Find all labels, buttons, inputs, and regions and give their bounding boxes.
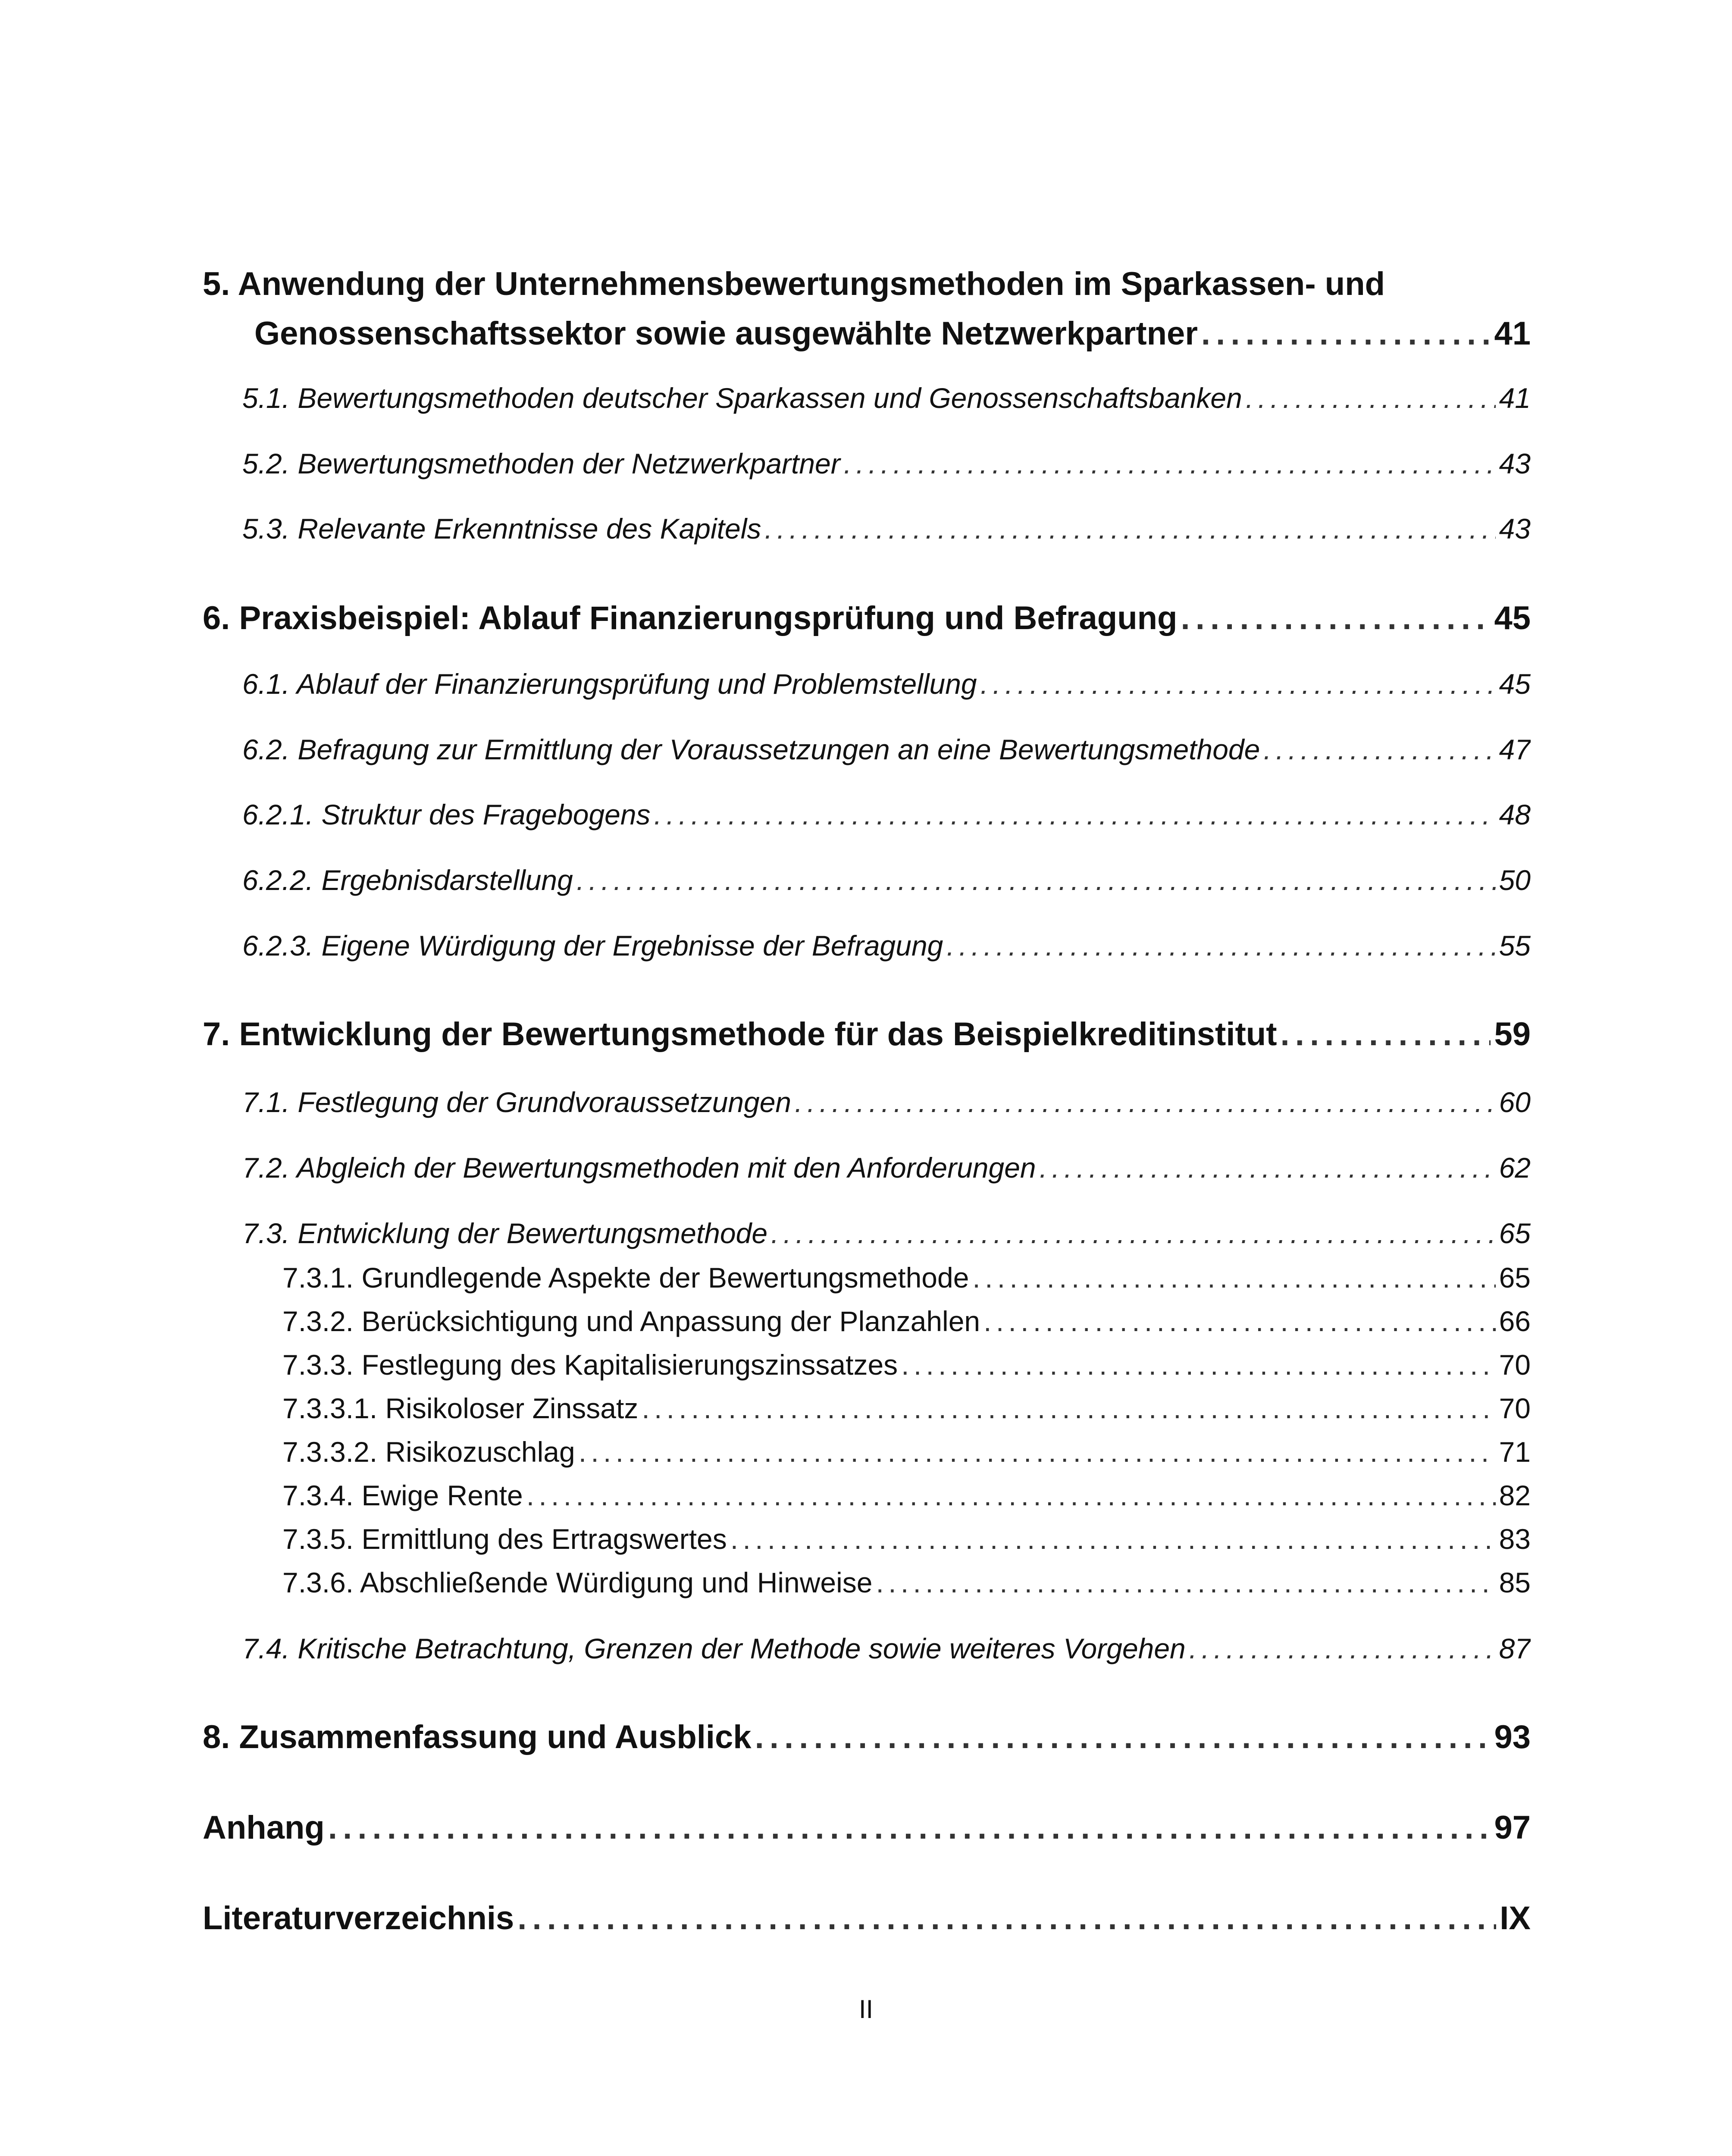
table-of-contents bbox=[203, 0, 1531, 2027]
dot-leader bbox=[1189, 1632, 1496, 1665]
dot-leader bbox=[755, 1718, 1491, 1756]
toc-entry-label: 7.4. Kritische Betrachtung, Grenzen der Methode sowie weiteres Vorgehen bbox=[242, 1633, 1186, 1664]
toc-page-number: 65 bbox=[1499, 1217, 1531, 1249]
toc-page-number: 41 bbox=[1499, 382, 1531, 414]
toc-entry-label: 7.3.1. Grundlegende Aspekte der Bewertungsmethode bbox=[282, 1262, 969, 1294]
toc-page-number: 43 bbox=[1499, 448, 1531, 479]
toc-page-number: 55 bbox=[1499, 930, 1531, 962]
toc-entry-label: 7.3.3.2. Risikozuschlag bbox=[282, 1436, 575, 1468]
toc-entry-label: 6.2.3. Eigene Würdigung der Ergebnisse der Befragung bbox=[242, 930, 943, 962]
toc-chapter-entry[interactable] bbox=[203, 599, 1531, 637]
dot-leader bbox=[1201, 315, 1491, 352]
toc-chapter-entry[interactable] bbox=[203, 1015, 1531, 1053]
toc-entry-label: 7.3.5. Ermittlung des Ertragswertes bbox=[282, 1523, 727, 1555]
toc-entry-label: Literaturverzeichnis bbox=[203, 1900, 514, 1937]
toc-page-number: 83 bbox=[1499, 1523, 1531, 1555]
dot-leader bbox=[579, 1435, 1496, 1468]
dot-leader bbox=[1040, 1151, 1496, 1184]
toc-subsection-entry[interactable] bbox=[282, 1261, 1531, 1294]
toc-page-number: 71 bbox=[1499, 1436, 1531, 1468]
toc-entry-label: 7.2. Abgleich der Bewertungsmethoden mit den Anforderungen bbox=[242, 1152, 1036, 1184]
toc-entry-label: 7.3.4. Ewige Rente bbox=[282, 1479, 523, 1511]
toc-entry-label: 5. Anwendung der Unternehmensbewertungsmethoden im Sparkassen- und bbox=[203, 266, 1385, 302]
toc-entry-label: 7.3.2. Berücksichtigung und Anpassung der Planzahlen bbox=[282, 1305, 980, 1337]
toc-entry-label: 5.2. Bewertungsmethoden der Netzwerkpartner bbox=[242, 448, 840, 479]
toc-chapter-entry[interactable] bbox=[203, 1718, 1531, 1756]
toc-page-number: 48 bbox=[1499, 799, 1531, 830]
dot-leader bbox=[576, 864, 1496, 896]
toc-entry-label: 5.3. Relevante Erkenntnisse des Kapitels bbox=[242, 513, 761, 545]
toc-section-entry[interactable] bbox=[242, 929, 1531, 962]
toc-page-number: 97 bbox=[1494, 1809, 1531, 1846]
toc-page-number: 66 bbox=[1499, 1305, 1531, 1337]
dot-leader bbox=[517, 1899, 1496, 1937]
toc-subsection-entry[interactable] bbox=[282, 1348, 1531, 1381]
dot-leader bbox=[642, 1392, 1495, 1425]
dot-leader bbox=[795, 1086, 1495, 1119]
toc-entry-label: 6.2.1. Struktur des Fragebogens bbox=[242, 799, 651, 830]
dot-leader bbox=[876, 1566, 1496, 1599]
toc-subsection-entry[interactable] bbox=[282, 1435, 1531, 1468]
toc-section-entry[interactable] bbox=[242, 733, 1531, 766]
toc-subsection-entry[interactable] bbox=[282, 1305, 1531, 1338]
dot-leader bbox=[771, 1217, 1496, 1250]
toc-subsection-entry[interactable] bbox=[282, 1523, 1531, 1555]
dot-leader bbox=[901, 1348, 1495, 1381]
toc-entry-label: Genossenschaftssektor sowie ausgewählte Netzwerkpartner bbox=[254, 315, 1198, 352]
dot-leader bbox=[980, 667, 1496, 700]
toc-entry-label: 6.1. Ablauf der Finanzierungsprüfung und Problemstellung bbox=[242, 668, 977, 700]
toc-page-number: 50 bbox=[1499, 864, 1531, 896]
toc-entry-label: 5.1. Bewertungsmethoden deutscher Sparkassen und Genossenschaftsbanken bbox=[242, 382, 1242, 414]
toc-page-number: 45 bbox=[1494, 600, 1531, 636]
toc-entry-label: 6.2. Befragung zur Ermittlung der Voraussetzungen an eine Bewertungsmethode bbox=[242, 733, 1260, 765]
toc-section-entry[interactable] bbox=[242, 1151, 1531, 1184]
toc-page-number: 82 bbox=[1499, 1479, 1531, 1511]
toc-entry-label: 7.1. Festlegung der Grundvoraussetzungen bbox=[242, 1086, 792, 1118]
dot-leader bbox=[328, 1809, 1491, 1846]
toc-page-number: 45 bbox=[1499, 668, 1531, 700]
toc-page-number: 70 bbox=[1499, 1349, 1531, 1381]
toc-page-number: 87 bbox=[1499, 1633, 1531, 1664]
toc-section-entry[interactable] bbox=[242, 1086, 1531, 1119]
toc-subsection-entry[interactable] bbox=[282, 1566, 1531, 1599]
dot-leader bbox=[946, 929, 1495, 962]
toc-page-number: IX bbox=[1500, 1900, 1531, 1937]
toc-section-entry[interactable] bbox=[242, 1632, 1531, 1665]
dot-leader bbox=[1246, 382, 1496, 414]
dot-leader bbox=[526, 1479, 1496, 1512]
dot-leader bbox=[764, 512, 1495, 545]
toc-entry-label: 8. Zusammenfassung und Ausblick bbox=[203, 1719, 752, 1755]
toc-page-number: 41 bbox=[1494, 315, 1531, 352]
dot-leader bbox=[972, 1261, 1495, 1294]
toc-page-number: 62 bbox=[1499, 1152, 1531, 1184]
dot-leader bbox=[1263, 733, 1495, 766]
page-number: II bbox=[858, 1995, 874, 2024]
toc-chapter-entry[interactable] bbox=[203, 1899, 1531, 1937]
dot-leader bbox=[844, 447, 1496, 480]
toc-entry-label: 7.3.3.1. Risikoloser Zinssatz bbox=[282, 1392, 639, 1424]
toc-entry-label: Anhang bbox=[203, 1809, 325, 1846]
toc-page-number: 47 bbox=[1499, 733, 1531, 765]
toc-chapter-entry[interactable] bbox=[203, 1809, 1531, 1846]
toc-page-number: 43 bbox=[1499, 513, 1531, 545]
toc-subsection-entry[interactable] bbox=[282, 1392, 1531, 1425]
toc-section-entry[interactable] bbox=[242, 382, 1531, 414]
toc-page-number: 85 bbox=[1499, 1567, 1531, 1598]
toc-entry-label: 7.3.3. Festlegung des Kapitalisierungszinssatzes bbox=[282, 1349, 898, 1381]
toc-entry-label: 7.3. Entwicklung der Bewertungsmethode bbox=[242, 1217, 768, 1249]
dot-leader bbox=[983, 1305, 1495, 1338]
dot-leader bbox=[654, 798, 1496, 831]
toc-entry-label: 6.2.2. Ergebnisdarstellung bbox=[242, 864, 573, 896]
toc-section-entry[interactable] bbox=[242, 864, 1531, 896]
toc-page-number: 70 bbox=[1499, 1392, 1531, 1424]
dot-leader bbox=[1281, 1015, 1491, 1053]
dot-leader bbox=[1181, 599, 1491, 637]
toc-section-entry[interactable] bbox=[242, 667, 1531, 700]
toc-chapter-heading-line1 bbox=[203, 265, 1531, 303]
toc-entry-label: 7.3.6. Abschließende Würdigung und Hinweise bbox=[282, 1567, 873, 1598]
toc-entry-label: 7. Entwicklung der Bewertungsmethode für das Beispielkreditinstitut bbox=[203, 1016, 1277, 1053]
toc-section-entry[interactable] bbox=[242, 512, 1531, 545]
toc-page-number: 60 bbox=[1499, 1086, 1531, 1118]
dot-leader bbox=[730, 1523, 1496, 1555]
toc-page-number: 65 bbox=[1499, 1262, 1531, 1294]
toc-chapter-entry[interactable] bbox=[254, 315, 1531, 352]
toc-subsection-entry[interactable] bbox=[282, 1479, 1531, 1512]
toc-section-entry[interactable] bbox=[242, 447, 1531, 480]
toc-section-entry[interactable] bbox=[242, 1217, 1531, 1250]
toc-entry-label: 6. Praxisbeispiel: Ablauf Finanzierungsprüfung und Befragung bbox=[203, 600, 1178, 636]
toc-section-entry[interactable] bbox=[242, 798, 1531, 831]
toc-page-number: 59 bbox=[1494, 1016, 1531, 1053]
toc-page-number: 93 bbox=[1494, 1719, 1531, 1755]
